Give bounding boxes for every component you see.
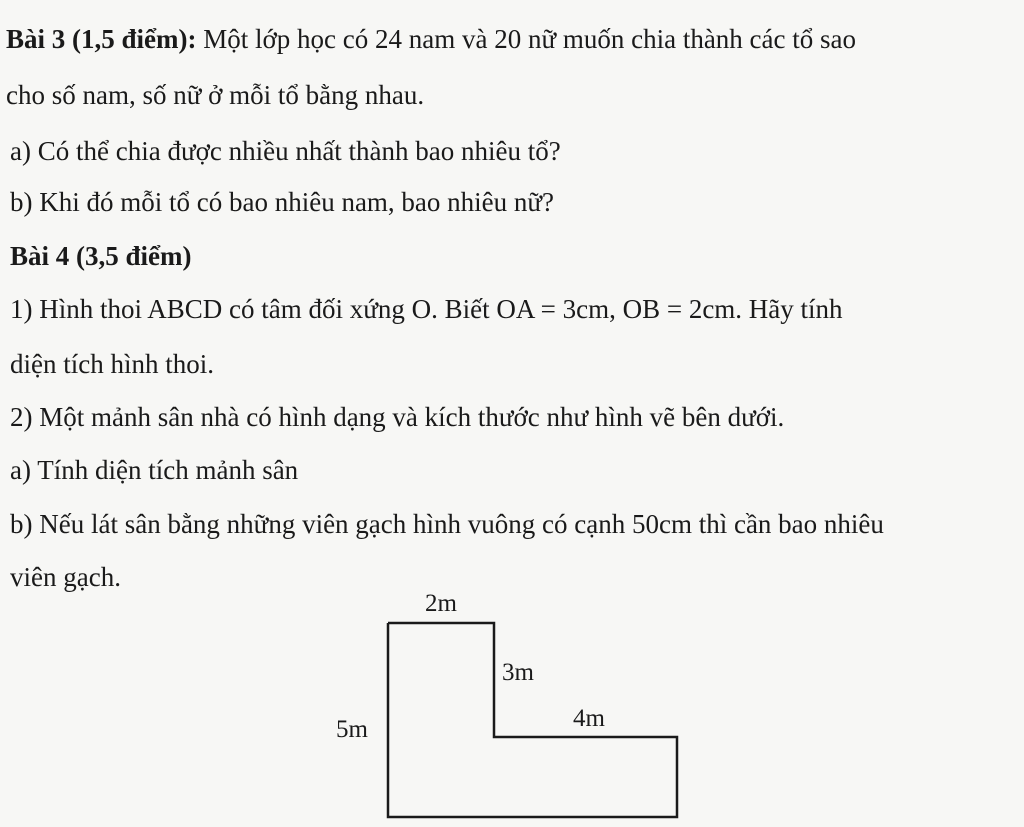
bai4-q2: 2) Một mảnh sân nhà có hình dạng và kích thước như hình vẽ bên dưới.	[10, 402, 785, 432]
bai4-q2-part-b-line-2: viên gạch.	[10, 562, 121, 592]
bai4-q2-part-b-line-1: b) Nếu lát sân bằng những viên gạch hình vuông có cạnh 50cm thì cần bao nhiêu	[10, 509, 884, 539]
bai3-part-a: a) Có thể chia được nhiều nhất thành bao nhiêu tổ?	[10, 136, 561, 166]
label-left-height: 5m	[336, 716, 368, 743]
yard-outline	[388, 623, 677, 817]
bai3-question-text: Một lớp học có 24 nam và 20 nữ muốn chia thành các tổ sao	[196, 24, 856, 54]
bai3-heading: Bài 3 (1,5 điểm):	[6, 24, 197, 54]
bai4-q1-line-1: 1) Hình thoi ABCD có tâm đối xứng O. Biết OA = 3cm, OB = 2cm. Hãy tính	[10, 294, 843, 324]
bai3-line-2: cho số nam, số nữ ở mỗi tổ bằng nhau.	[6, 80, 425, 110]
bai4-q2-part-a: a) Tính diện tích mảnh sân	[10, 455, 299, 485]
bai4-q1-line-2: diện tích hình thoi.	[10, 349, 214, 379]
label-inner-horizontal: 4m	[573, 705, 605, 732]
bai3-part-b: b) Khi đó mỗi tổ có bao nhiêu nam, bao nhiêu nữ?	[10, 187, 555, 217]
label-inner-vertical: 3m	[502, 659, 534, 686]
bai4-heading-text: Bài 4 (3,5 điểm)	[10, 241, 192, 271]
label-top-width: 2m	[425, 590, 457, 617]
